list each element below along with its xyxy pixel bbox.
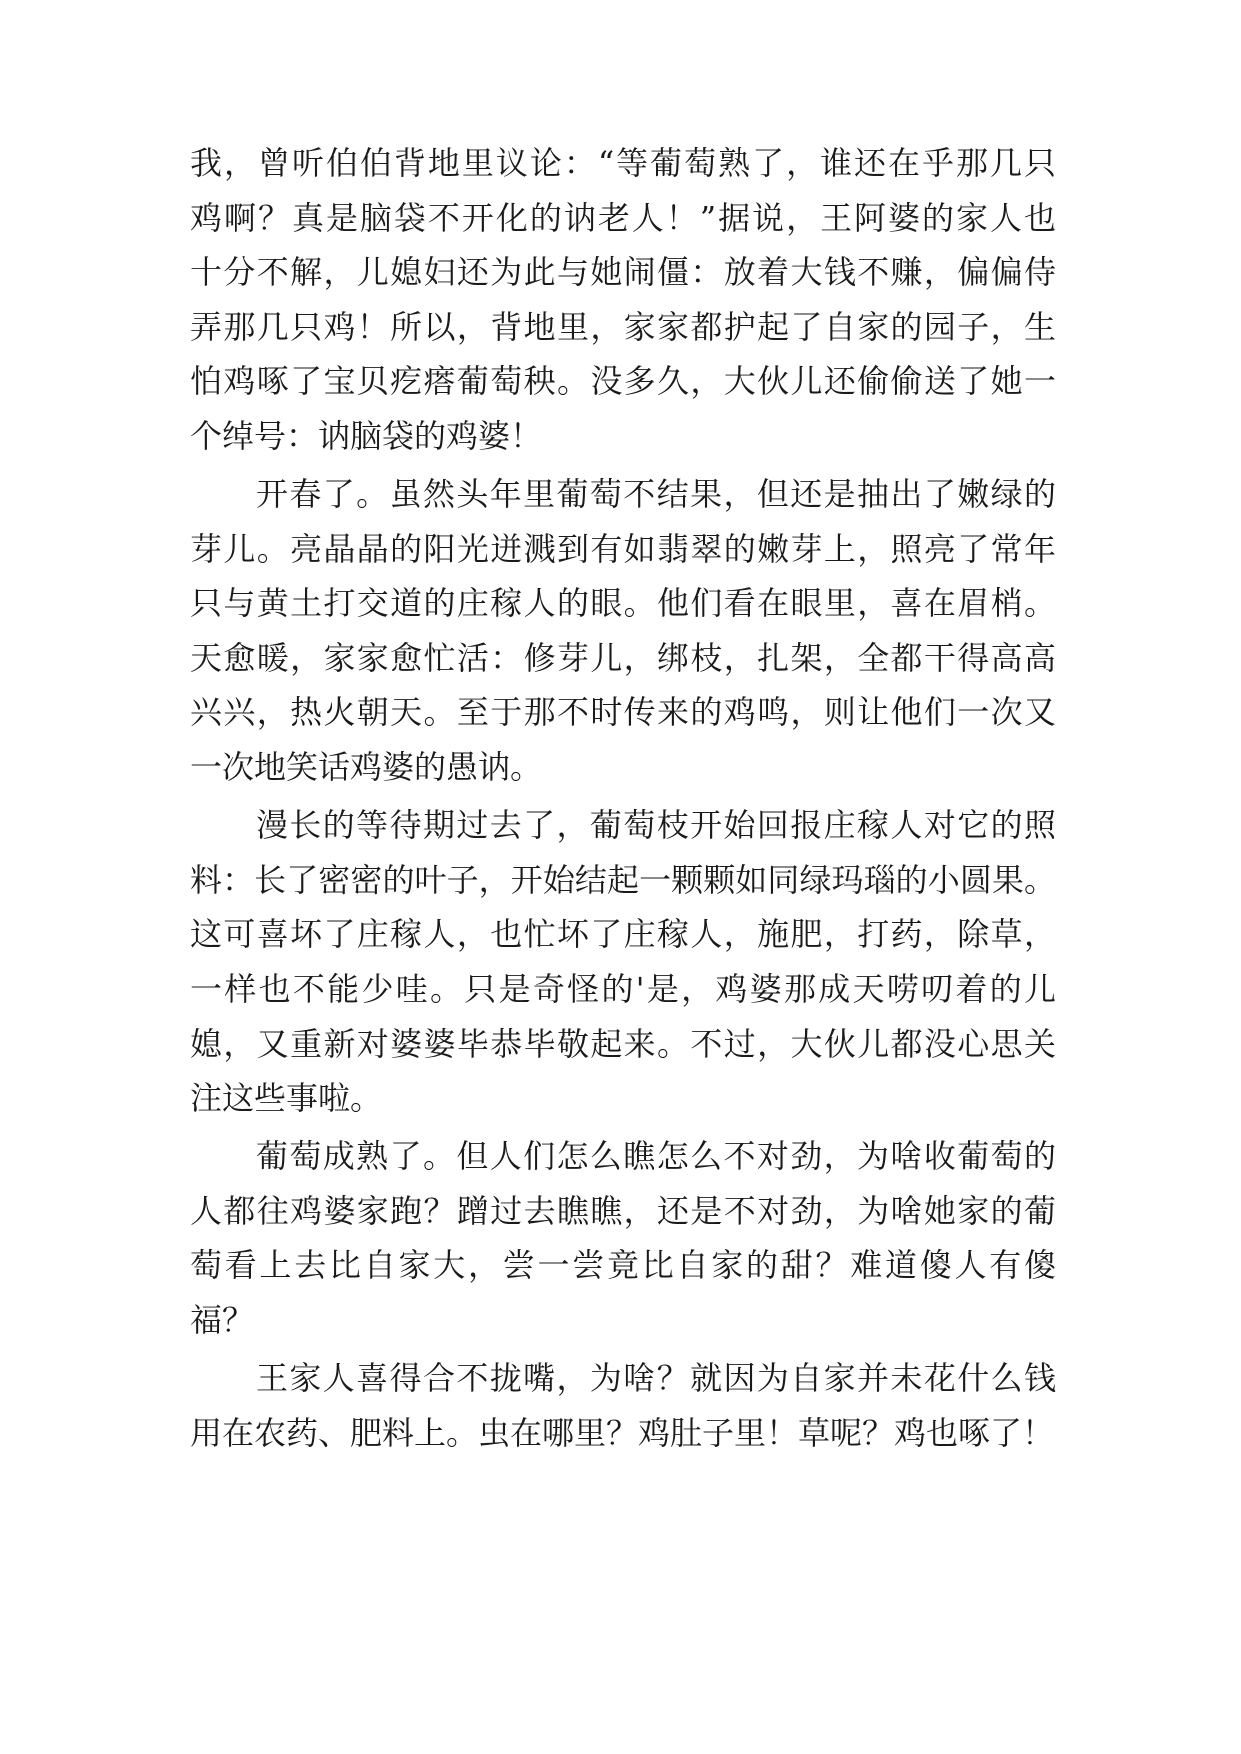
text-line: 萄看上去比自家大，尝一尝竟比自家的甜？难道傻人有傻	[190, 1246, 1056, 1285]
text-line: 兴兴，热火朝天。至于那不时传来的鸡鸣，则让他们一次又	[190, 693, 1056, 732]
paragraph	[190, 136, 1056, 464]
paragraph	[190, 798, 1056, 1126]
text-line: 开春了。虽然头年里葡萄不结果，但还是抽出了嫩绿的	[256, 475, 1056, 514]
text-line: 怕鸡啄了宝贝疙瘩葡萄秧。没多久，大伙儿还偷偷送了她一	[190, 362, 1056, 401]
text-line: 人都往鸡婆家跑？蹭过去瞧瞧，还是不对劲，为啥她家的葡	[190, 1191, 1056, 1230]
text-line: 漫长的等待期过去了，葡萄枝开始回报庄稼人对它的照	[256, 806, 1056, 845]
text-line: 天愈暖，家家愈忙活：修芽儿，绑枝，扎架，全都干得高高	[190, 638, 1056, 677]
text-line: 这可喜坏了庄稼人，也忙坏了庄稼人，施肥，打药，除草，	[190, 915, 1056, 954]
text-line: 一次地笑话鸡婆的愚讷。	[190, 748, 543, 787]
text-line: 十分不解，儿媳妇还为此与她闹僵：放着大钱不赚，偏偏侍	[190, 253, 1056, 292]
text-line: 王家人喜得合不拢嘴，为啥？就因为自家并未花什么钱	[256, 1359, 1056, 1398]
paragraph	[190, 1129, 1056, 1347]
text-line: 媳，又重新对婆婆毕恭毕敬起来。不过，大伙儿都没心思关	[190, 1024, 1056, 1063]
text-line: 用在农药、肥料上。虫在哪里？鸡肚子里！草呢？鸡也啄了！	[190, 1413, 1055, 1452]
text-line: 福？	[190, 1300, 255, 1339]
paragraph	[190, 1351, 1056, 1460]
text-line: 鸡啊？真是脑袋不开化的讷老人！”据说，王阿婆的家人也	[190, 198, 1056, 237]
paragraph	[190, 467, 1056, 795]
text-line: 葡萄成熟了。但人们怎么瞧怎么不对劲，为啥收葡萄的	[256, 1137, 1056, 1176]
text-line: 只与黄土打交道的庄稼人的眼。他们看在眼里，喜在眉梢。	[190, 584, 1056, 623]
text-line: 芽儿。亮晶晶的阳光迸溅到有如翡翠的嫩芽上，照亮了常年	[190, 529, 1056, 568]
text-line: 料：长了密密的叶子，开始结起一颗颗如同绿玛瑙的小圆果。	[190, 860, 1056, 899]
text-line: 个绰号：讷脑袋的鸡婆！	[190, 416, 543, 455]
text-line: 一样也不能少哇。只是奇怪的'是，鸡婆那成天唠叨着的儿	[190, 969, 1056, 1008]
text-line: 注这些事啦。	[190, 1079, 383, 1118]
text-line: 我，曾听伯伯背地里议论：“等葡萄熟了，谁还在乎那几只	[190, 144, 1056, 182]
text-line: 弄那几只鸡！所以，背地里，家家都护起了自家的园子，生	[190, 307, 1056, 346]
body-text	[190, 136, 1056, 1464]
